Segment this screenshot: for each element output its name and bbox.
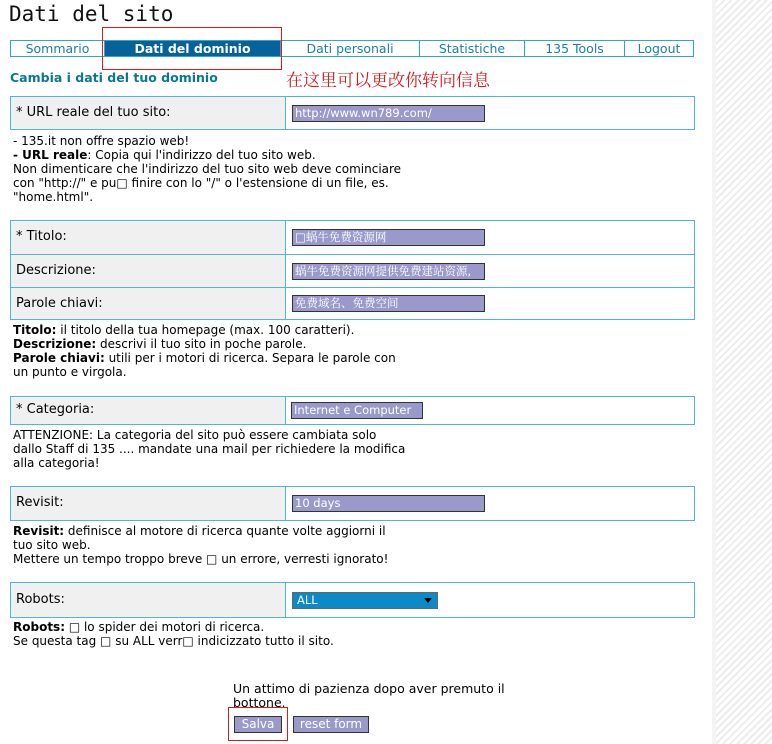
robots-select[interactable]: ALL <box>292 592 438 609</box>
url-row <box>11 97 694 129</box>
title-row <box>11 221 694 254</box>
section-heading: Cambia i dati del tuo dominio <box>10 70 218 85</box>
url-table <box>10 96 695 130</box>
category-input: Internet e Computer <box>291 402 423 419</box>
url-input[interactable]: http://www.wn789.com/ <box>292 105 485 122</box>
tab-logout[interactable]: Logout <box>637 41 681 56</box>
wait-note: Un attimo di pazienza dopo aver premuto il bottone. <box>233 681 505 710</box>
page-side-stripe <box>716 0 772 744</box>
title-label: * Titolo: <box>11 221 286 254</box>
revisit-label: Revisit: <box>11 487 286 520</box>
meta-table <box>10 220 695 320</box>
tab-sommario[interactable]: Sommario <box>11 41 105 56</box>
highlight-box-save <box>228 707 288 741</box>
tab-statistiche[interactable]: Statistiche <box>420 41 525 56</box>
chevron-down-icon <box>424 598 432 603</box>
url-help: - 135.it non offre spazio web! - URL reale: Copia qui l'indirizzo del tuo sito web. Non dimenticare che l'indirizzo del tuo sito web deve cominciare con "http://" e pu□ finire con lo "/" o l'estensione di un file, es. "home.html". <box>13 134 402 204</box>
description-label: Descrizione: <box>11 255 286 287</box>
category-row <box>11 397 694 424</box>
description-input[interactable]: 蜗牛免费资源网提供免费建站资源, <box>292 263 485 280</box>
keywords-input[interactable]: 免费域名、免费空间 <box>292 295 485 312</box>
description-row <box>11 254 694 287</box>
meta-help: Titolo: il titolo della tua homepage (max. 100 caratteri). Descrizione: descrivi il tuo sito in poche parole. Parole chiavi: utili per i motori di ricerca. Separa le parole con un punto e virgola. <box>13 323 396 379</box>
tab-dati-personali[interactable]: Dati personali <box>281 41 420 56</box>
keywords-row <box>11 287 694 319</box>
annotation-text: 在这里可以更改你转向信息 <box>286 71 490 91</box>
revisit-input[interactable]: 10 days <box>292 495 485 512</box>
category-label: * Categoria: <box>11 397 286 424</box>
title-input[interactable]: □蜗牛免费资源网 <box>292 229 485 246</box>
tab-135-tools[interactable]: 135 Tools <box>525 41 625 56</box>
save-button[interactable]: Salva <box>234 716 282 733</box>
robots-table <box>10 582 695 618</box>
tab-dati-del-dominio[interactable]: Dati del dominio <box>105 41 281 56</box>
revisit-table <box>10 486 695 521</box>
revisit-row <box>11 487 694 520</box>
robots-help: Robots: □ lo spider dei motori di ricerca. Se questa tag □ su ALL verr□ indicizzato tutto il sito. <box>13 620 334 648</box>
highlight-box-active-tab <box>102 27 282 70</box>
category-help: ATTENZIONE: La categoria del sito può essere cambiata solo dallo Staff di 135 .... mandate una mail per richiedere la modifica alla categoria! <box>13 428 406 470</box>
page-title: Dati del sito <box>9 2 174 26</box>
robots-label: Robots: <box>11 583 286 617</box>
robots-row <box>11 583 694 617</box>
category-table <box>10 396 695 425</box>
url-label: * URL reale del tuo sito: <box>11 97 286 129</box>
reset-button[interactable]: reset form <box>293 716 369 733</box>
revisit-help: Revisit: definisce al motore di ricerca quante volte aggiorni il tuo sito web. Mettere un tempo troppo breve □ un errore, verresti ignorato! <box>13 524 389 566</box>
keywords-label: Parole chiavi: <box>11 288 286 319</box>
